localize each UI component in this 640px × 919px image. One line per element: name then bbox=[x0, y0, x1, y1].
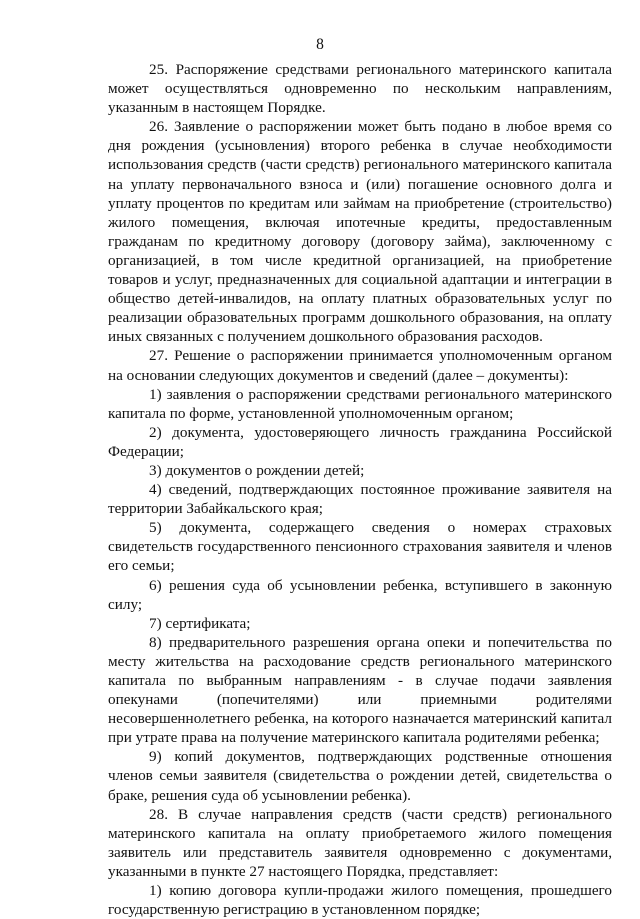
paragraph-25: 25. Распоряжение средствами регионального материнского капитала может осуществляться одновременно по нескольким направлениям, указанным в настоящем Порядке. bbox=[108, 61, 612, 117]
list-item-27-3: 3) документов о рождении детей; bbox=[149, 461, 365, 479]
list-item-27-5: 5) документа, содержащего сведения о номерах страховых свидетельств государственного пенсионного страхования заявителя и членов его семьи; bbox=[108, 519, 612, 575]
list-item-27-9: 9) копий документов, подтверждающих родственные отношения членов семьи заявителя (свидетельства о рождении детей, свидетельства о браке, решения суда об усыновлении ребенка). bbox=[108, 748, 612, 804]
paragraph-28: 28. В случае направления средств (части средств) регионального материнского капитала на оплату приобретаемого жилого помещения заявитель или представитель заявителя одновременно с документами, указанными в пункте 27 настоящего Порядка, представляет: bbox=[108, 805, 612, 880]
list-item-27-7: 7) сертификата; bbox=[149, 614, 251, 632]
list-item-27-8: 8) предварительного разрешения органа опеки и попечительства по месту жительства на расходование средств регионального материнского капитала по выбранным направлениям - в случае подачи заявления опекунами (попечителями) или приемными родителями несовершеннолетнего ребенка, на которого назначается материнский капитал при утрате права на получение материнского капитала родителями ребенка; bbox=[108, 633, 612, 747]
paragraph-26: 26. Заявление о распоряжении может быть подано в любое время со дня рождения (усыновления) второго ребенка в случае необходимости использования средств (части средств) регионального материнского капитала на уплату первоначального взноса и (или) погашение основного долга и уплату процентов по кредитам или займам на приобретение (строительство) жилого помещения, включая ипотечные кредиты, предоставленным гражданам по кредитному договору (договору займа), заключенному с организацией, в том числе кредитной организацией, на приобретение товаров и услуг, предназначенных для социальной адаптации и интеграции в общество детей-инвалидов, на оплату платных образовательных услуг по реализации образовательных программ дошкольного образования, на оплату иных связанных с получением дошкольного образования расходов. bbox=[108, 118, 612, 346]
list-item-27-4: 4) сведений, подтверждающих постоянное проживание заявителя на территории Забайкальского края; bbox=[108, 481, 612, 518]
list-item-28-1: 1) копию договора купли-продажи жилого помещения, прошедшего государственную регистрацию в установленном порядке; bbox=[108, 882, 612, 919]
document-body bbox=[108, 60, 612, 919]
list-item-27-2: 2) документа, удостоверяющего личность гражданина Российской Федерации; bbox=[108, 423, 612, 460]
list-item-27-1: 1) заявления о распоряжении средствами регионального материнского капитала по форме, установленной уполномоченным органом; bbox=[108, 385, 612, 422]
paragraph-27: 27. Решение о распоряжении принимается уполномоченным органом на основании следующих документов и сведений (далее – документы): bbox=[108, 347, 612, 384]
page-number: 8 bbox=[316, 36, 324, 53]
list-item-27-6: 6) решения суда об усыновлении ребенка, вступившего в законную силу; bbox=[108, 576, 612, 613]
